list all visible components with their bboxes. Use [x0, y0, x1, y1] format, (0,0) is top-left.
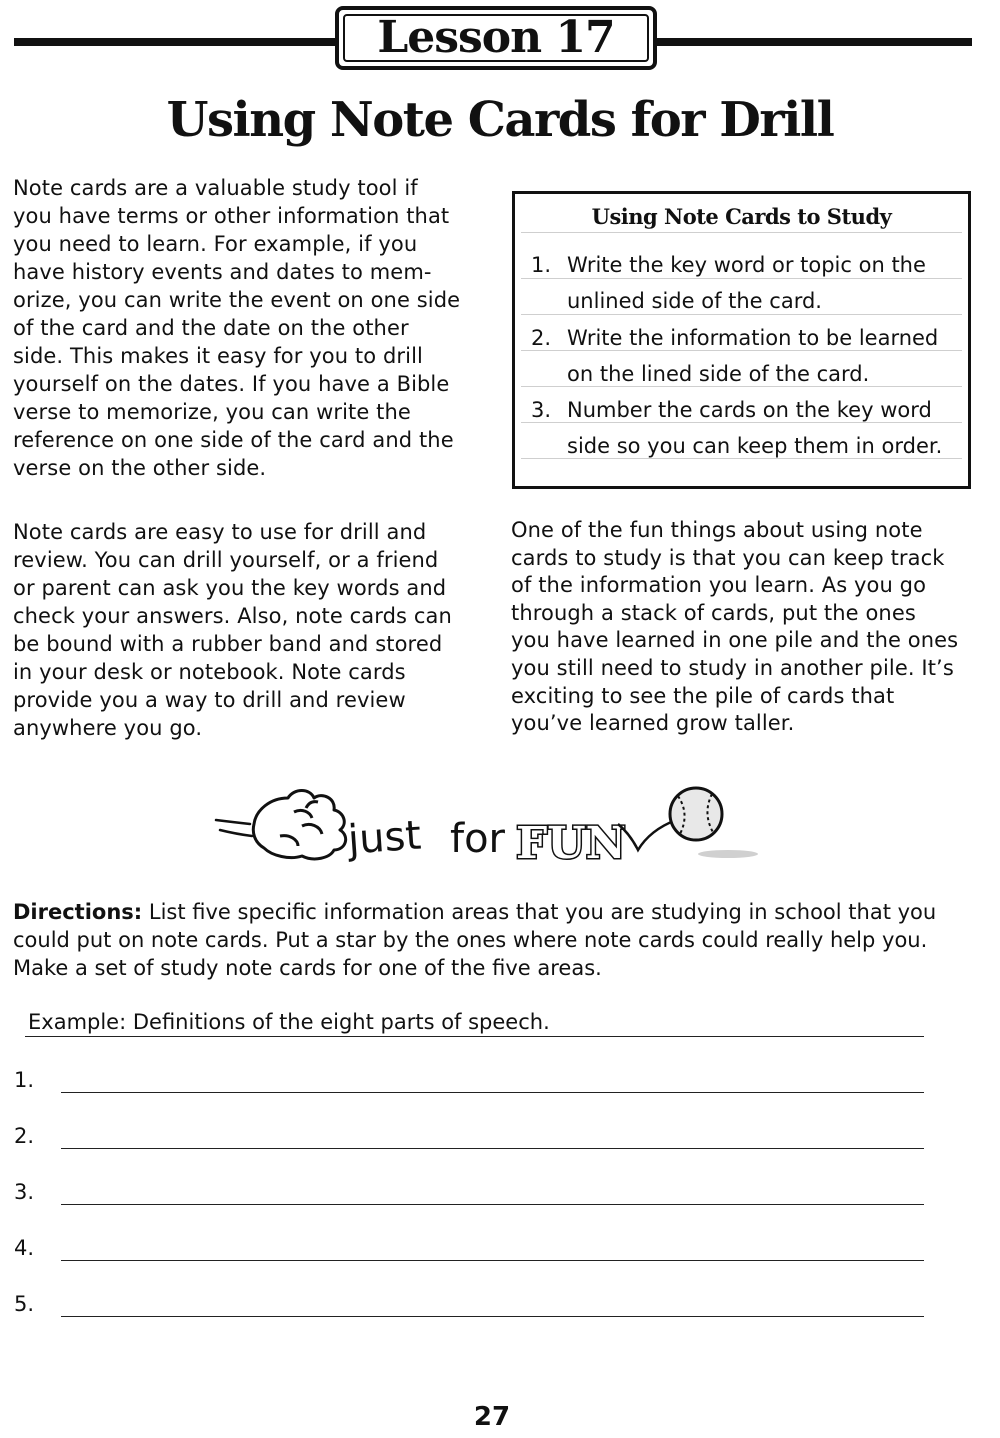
answer-line-5[interactable]	[61, 1316, 924, 1317]
directions	[13, 898, 983, 982]
box-rule	[521, 422, 962, 423]
baseball-icon	[670, 788, 758, 858]
text-line: of the information you learn. As you go	[511, 573, 927, 598]
text-line: reference on one side of the card and the	[13, 428, 454, 452]
answer-line-4[interactable]	[61, 1260, 924, 1261]
example-text: Example: Definitions of the eight parts of speech.	[28, 1010, 550, 1034]
text-line: be bound with a rubber band and stored	[13, 632, 443, 656]
step-text: Write the information to be learned	[567, 326, 939, 350]
drill-paragraph	[13, 518, 452, 742]
motion-lines	[216, 820, 252, 836]
word-just: just	[346, 812, 423, 864]
directions-line: Make a set of study note cards for one of the five areas.	[13, 956, 602, 980]
glove-icon	[253, 791, 345, 859]
text-line: verse to memorize, you can write the	[13, 400, 411, 424]
box-rule	[521, 350, 962, 351]
text-line: verse on the other side.	[13, 456, 267, 480]
text-line: or parent can ask you the key words and	[13, 576, 447, 600]
ball-trail	[618, 820, 676, 850]
study-steps-box	[512, 191, 971, 489]
directions-line: could put on note cards. Put a star by the ones where note cards could really help you.	[13, 928, 928, 952]
answer-line-3[interactable]	[61, 1204, 924, 1205]
header-rule-right	[656, 38, 972, 46]
text-line: provide you a way to drill and review	[13, 688, 406, 712]
text-line: through a stack of cards, put the ones	[511, 600, 916, 625]
step-text: unlined side of the card.	[567, 289, 822, 313]
text-line: Note cards are a valuable study tool if	[13, 176, 418, 200]
lesson-badge	[335, 6, 657, 70]
directions-text: List five specific information areas that you are studying in school that you	[142, 900, 937, 924]
answer-number: 3.	[14, 1180, 35, 1204]
box-rule	[521, 278, 962, 279]
step-text: side so you can keep them in order.	[567, 434, 943, 458]
text-line: orize, you can write the event on one side	[13, 288, 461, 312]
word-for: for	[450, 816, 505, 862]
lesson-label: Lesson 17	[377, 12, 615, 63]
step-number: 3.	[531, 398, 552, 422]
intro-paragraph	[13, 174, 460, 482]
text-line: you still need to study in another pile. It’s	[511, 655, 954, 680]
study-box-heading: Using Note Cards to Study	[591, 204, 892, 229]
step-number: 1.	[531, 253, 552, 277]
header-rule-left	[14, 38, 336, 46]
box-rule	[521, 386, 962, 387]
text-line: you have learned in one pile and the ones	[511, 628, 959, 653]
text-line: Note cards are easy to use for drill and	[13, 520, 427, 544]
page-title: Using Note Cards for Drill	[166, 92, 834, 148]
just-for-fun-banner	[210, 778, 770, 878]
text-line: have history events and dates to mem-	[13, 260, 432, 284]
text-line: yourself on the dates. If you have a Bible	[13, 372, 450, 396]
answer-number: 5.	[14, 1292, 35, 1316]
answer-number: 1.	[14, 1068, 35, 1092]
text-line: anywhere you go.	[13, 716, 203, 740]
step-text: on the lined side of the card.	[567, 362, 870, 386]
fun-paragraph	[511, 517, 958, 738]
text-line: side. This makes it easy for you to drill	[13, 344, 423, 368]
text-line: in your desk or notebook. Note cards	[13, 660, 406, 684]
box-rule	[521, 458, 962, 459]
answer-number: 4.	[14, 1236, 35, 1260]
step-text: Number the cards on the key word	[567, 398, 932, 422]
text-line: review. You can drill yourself, or a friend	[13, 548, 439, 572]
page-number: 27	[473, 1402, 511, 1432]
step-text: Write the key word or topic on the	[567, 253, 926, 277]
text-line: you need to learn. For example, if you	[13, 232, 418, 256]
text-line: you’ve learned grow taller.	[511, 711, 795, 736]
answer-number: 2.	[14, 1124, 35, 1148]
word-fun: FUN	[516, 818, 626, 869]
answer-line-1[interactable]	[61, 1092, 924, 1093]
answer-line-2[interactable]	[61, 1148, 924, 1149]
directions-line	[13, 898, 983, 926]
example-underline	[25, 1036, 924, 1037]
text-line: cards to study is that you can keep track	[511, 545, 945, 570]
text-line: One of the fun things about using note	[511, 518, 923, 542]
box-rule	[521, 232, 962, 233]
box-rule	[521, 314, 962, 315]
text-line: exciting to see the pile of cards that	[511, 683, 895, 708]
text-line: you have terms or other information that	[13, 204, 450, 228]
step-number: 2.	[531, 326, 552, 350]
directions-label: Directions:	[13, 900, 143, 924]
text-line: check your answers. Also, note cards can	[13, 604, 452, 628]
text-line: of the card and the date on the other	[13, 316, 409, 340]
